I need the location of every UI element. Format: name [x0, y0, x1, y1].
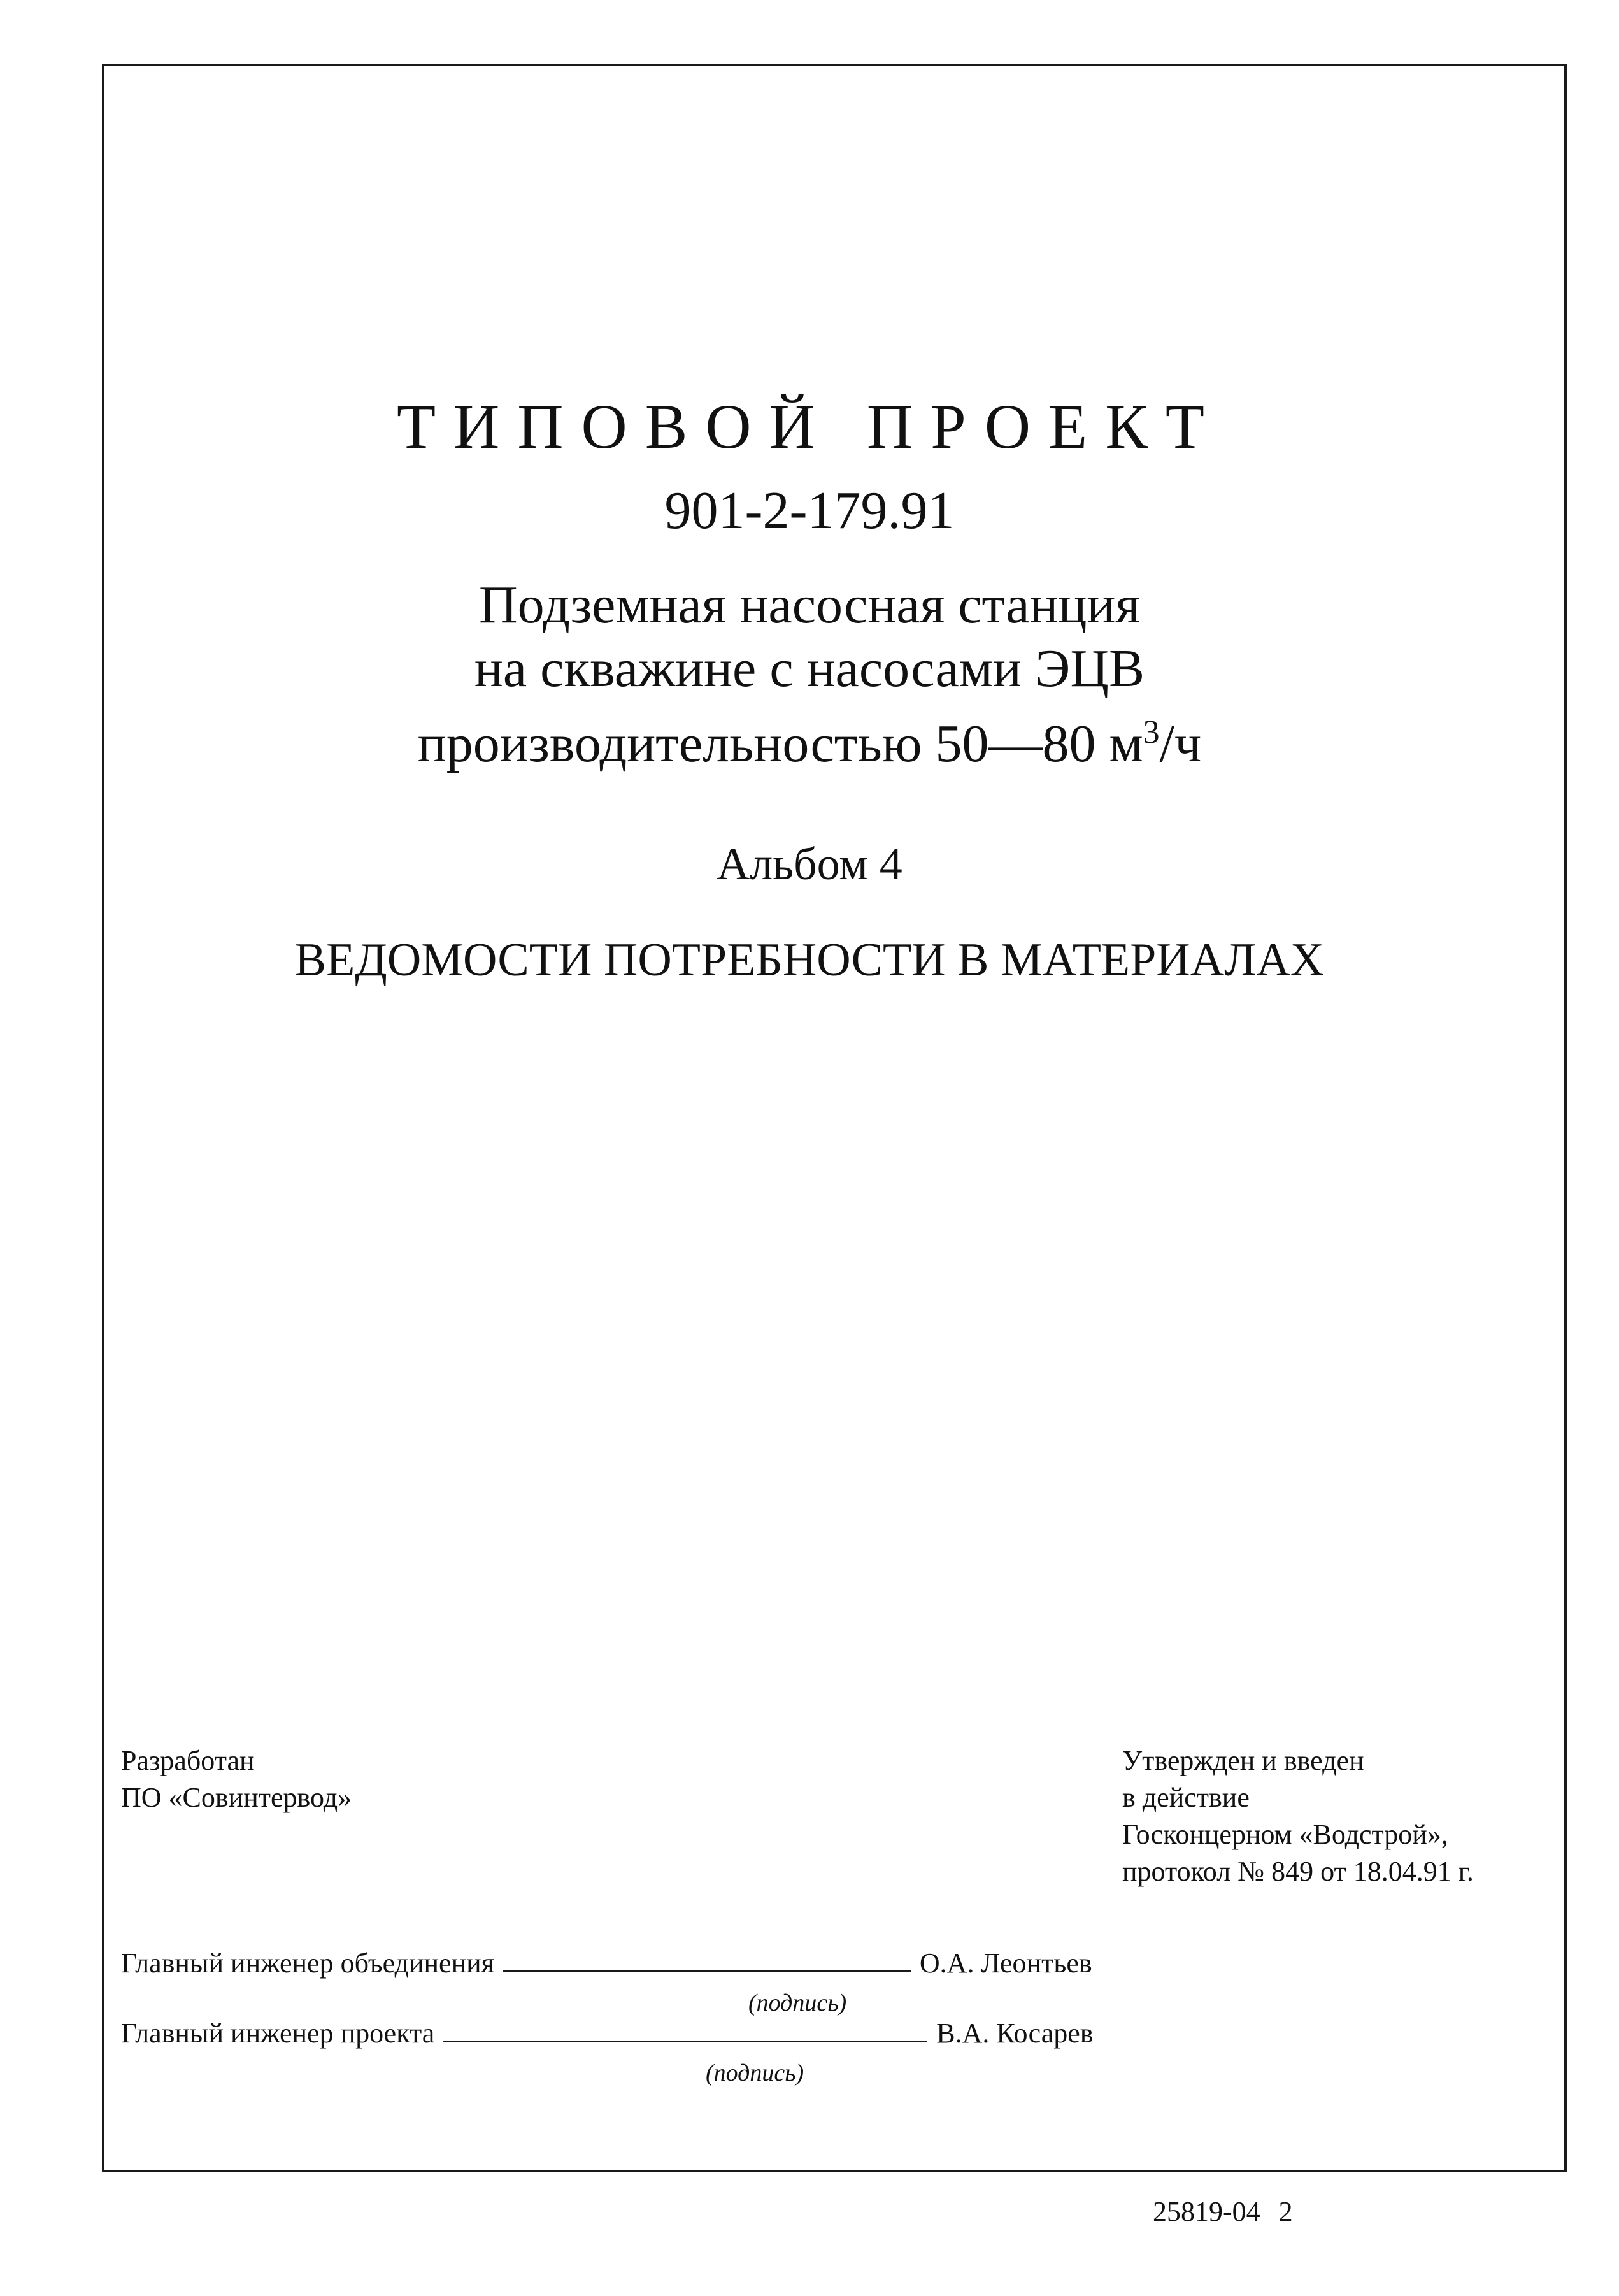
- archive-code: 25819-04: [1153, 2196, 1260, 2227]
- approval-line-2: в действие: [1122, 1782, 1250, 1813]
- signatory-name: О.А. Леонтьев: [919, 1948, 1092, 1979]
- project-title-line-2: на скважине с насосами ЭЦВ: [474, 639, 1145, 698]
- project-title-line-1: Подземная насосная станция: [478, 575, 1141, 635]
- album-label: Альбом 4: [717, 838, 902, 889]
- capacity-unit-suffix: /ч: [1159, 714, 1202, 773]
- approval-line-3: Госконцерном «Водстрой»,: [1122, 1819, 1448, 1850]
- approval-line-1: Утвержден и введен: [1122, 1745, 1364, 1776]
- signatory-name: В.А. Косарев: [936, 2018, 1094, 2049]
- capacity-text: производительностью 50—80 м: [417, 714, 1143, 773]
- section-title: ВЕДОМОСТИ ПОТРЕБНОСТИ В МАТЕРИАЛАХ: [294, 934, 1325, 986]
- signature-row-chief-engineer-project: [121, 2020, 1094, 2048]
- developer-block: [121, 1742, 352, 1816]
- capacity-unit-exponent: 3: [1143, 714, 1160, 750]
- signature-role: Главный инженер проекта: [121, 2018, 435, 2049]
- approval-line-4: протокол № 849 от 18.04.91 г.: [1122, 1856, 1474, 1887]
- developer-label: Разработан: [121, 1745, 255, 1776]
- signature-caption: (подпись): [706, 2060, 804, 2086]
- developer-organization: ПО «Совинтервод»: [121, 1782, 352, 1813]
- approval-block: [1122, 1742, 1474, 1890]
- footer-document-code: [1153, 2198, 1293, 2226]
- project-title: [0, 573, 1619, 776]
- project-number: 901-2-179.91: [664, 481, 955, 540]
- page-number: 2: [1278, 2196, 1293, 2227]
- document-type: ТИПОВОЙ ПРОЕКТ: [396, 391, 1222, 462]
- signature-caption: (подпись): [748, 1990, 847, 2016]
- signature-line: [443, 2040, 927, 2042]
- signature-row-chief-engineer-association: [121, 1949, 1092, 1977]
- project-title-line-3: [0, 701, 1619, 776]
- signature-role: Главный инженер объединения: [121, 1948, 494, 1979]
- signature-line: [503, 1970, 911, 1972]
